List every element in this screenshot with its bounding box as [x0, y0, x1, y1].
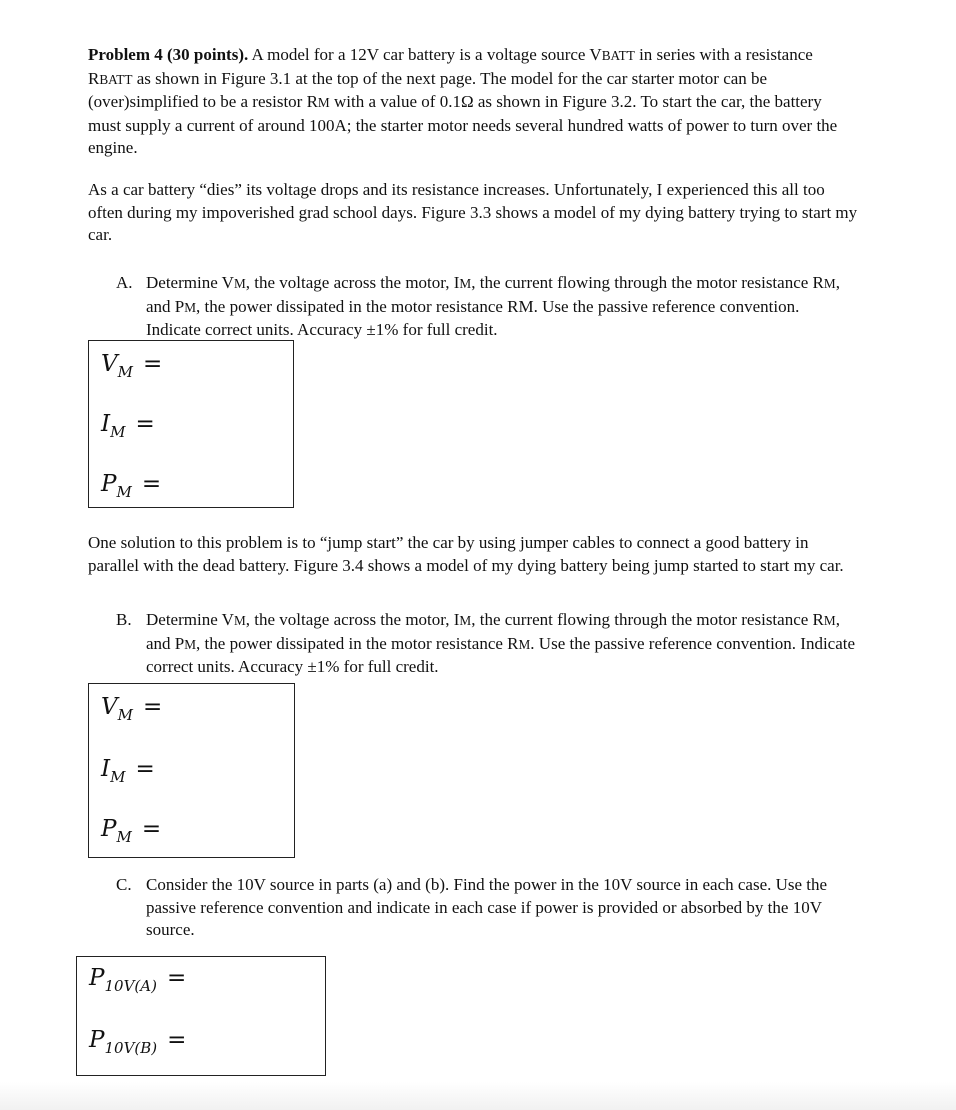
vm-answer-a: $V_M$ =	[101, 351, 163, 381]
part-c-label: C.	[116, 875, 132, 894]
part-a-label: A.	[116, 273, 133, 292]
problem-title: Problem 4 (30 points).	[88, 45, 249, 64]
im-answer-a: $I_M$ =	[101, 411, 155, 441]
part-b-question: B. Determine VM, the voltage across the motor, IM, the current flowing through the motor resistance RM, and PM, the power dissipated in the motor resistance RM. Use the passive reference convention. Indicate correct units. Accuracy ±1% for full credit.	[116, 610, 856, 676]
dying-battery-paragraph: As a car battery “dies” its voltage drops and its resistance increases. Unfortunately, I experienced this all too often during my impoverished grad school days. Figure 3.3 shows a model of my dying battery trying to start my car.	[88, 180, 858, 244]
part-a-question: A. Determine VM, the voltage across the motor, IM, the current flowing through the motor resistance RM, and PM, the power dissipated in the motor resistance RM. Use the passive reference convention. Indicate correct units. Accuracy ±1% for full credit.	[116, 273, 840, 339]
problem-intro: Problem 4 (30 points). A model for a 12V car battery is a voltage source VBATT in series with a resistance RBATT as shown in Figure 3.1 at the top of the next page. The model for the car starter motor can be (over)simplified to be a resistor RM with a value of 0.1Ω as shown in Figure 3.2. To start the car, the battery must supply a current of around 100A; the starter motor needs several hundred watts of power to turn over the engine.	[88, 45, 838, 157]
part-c-answer-box[interactable]	[76, 956, 326, 1076]
vm-answer-b: $V_M$ =	[101, 694, 163, 724]
p10v-b-answer: $P_{10V(B)}$ =	[89, 1027, 187, 1057]
pm-answer-b: $P_M$ =	[101, 816, 162, 846]
pm-answer-a: $P_M$ =	[101, 471, 162, 501]
part-a-answer-box[interactable]	[88, 340, 294, 508]
part-c-question: C. Consider the 10V source in parts (a) and (b). Find the power in the 10V source in each case. Use the passive reference convention and indicate in each case if power is provided or absorbed by the 10V source.	[116, 875, 828, 939]
part-b-label: B.	[116, 610, 132, 629]
im-answer-b: $I_M$ =	[101, 756, 155, 786]
page-footer-shade	[0, 1082, 956, 1110]
p10v-a-answer: $P_{10V(A)}$ =	[89, 965, 187, 995]
jump-start-paragraph: One solution to this problem is to “jump start” the car by using jumper cables to connect a good battery in parallel with the dead battery. Figure 3.4 shows a model of my dying battery being jump started to start my car.	[88, 533, 844, 575]
part-b-answer-box[interactable]	[88, 683, 295, 858]
